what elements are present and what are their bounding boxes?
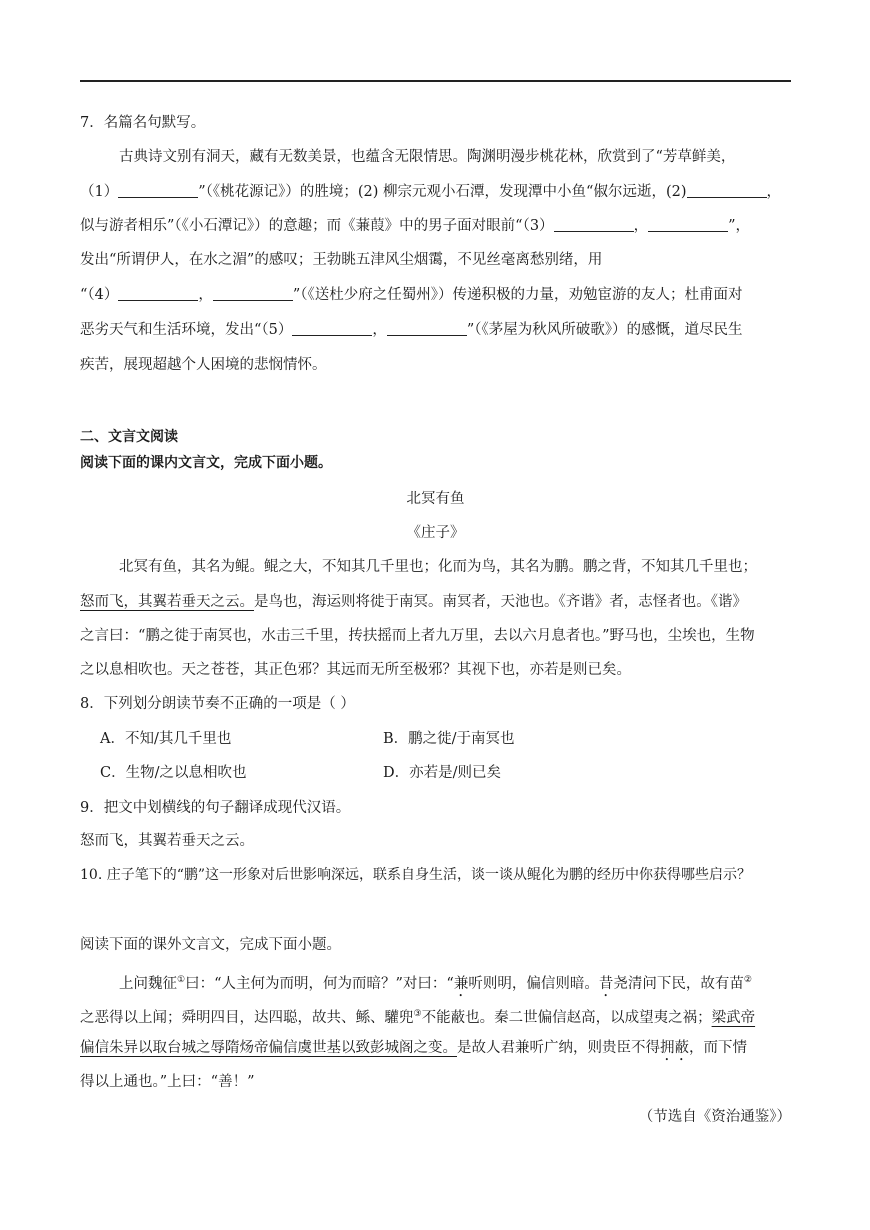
q7-para-line7: 疾苦，展现超越个人困境的悲悯情怀。 [80,357,327,373]
q7-para-line1: 古典诗文别有洞天，藏有无数美景，也蕴含无限情思。陶渊明漫步桃花林，欣赏到了“芳草鲜美， [119,149,736,165]
extra-line2: 之恶得以上闻；舜明四目，达四聪，故共、鲧、驩兜③不能蔽也。秦二世偏信赵高，以成望夷之祸；梁武帝 [80,1009,756,1026]
underlined-sentence-2: 偏信朱异以取台城之辱隋炀帝偏信虞世基以致彭城阁之变。 [80,1040,457,1056]
q8-stem: 8．下列划分朗读节奏不正确的一项是（ ） [80,696,355,712]
passage-line1: 北冥有鱼，其名为鲲。鲲之大，不知其几千里也；化而为鸟，其名为鹏。鹏之背，不知其几千里也； [119,559,757,575]
q7-para-line4: 发出“所谓伊人，在水之湄”的感叹；王勃眺五津风尘烟霭，不见丝毫离愁别绪，用 [80,252,603,268]
extra-instruction: 阅读下面的课外文言文，完成下面小题。 [80,937,341,953]
extra-line1: 上问魏征①曰：“人主何为而明，何为而暗？”对曰：“兼听则明，偏信则暗。昔尧清问下民，故有苗② [119,975,752,992]
q7-para-line2: （1） ”（《桃花源记》）的胜境；(2) 柳宗元观小石潭，发现潭中小鱼“俶尔远逝，(2) ， [80,184,781,200]
section-heading: 二、文言文阅读 [80,429,178,445]
underlined-sentence: 怒而飞，其翼若垂天之云。 [80,594,254,610]
answer-blank-5a[interactable] [292,321,372,336]
answer-blank-1[interactable] [118,183,198,198]
q7-para-line6: 恶劣天气和生活环境，发出“（5） ， ”（《茅屋为秋风所破歌》）的感慨，道尽民生 [80,322,743,338]
passage-line2: 怒而飞，其翼若垂天之云。是鸟也，海运则将徙于南冥。南冥者，天池也。《齐谐》者，志怪者也。《谐》 [80,594,747,610]
answer-blank-5b[interactable] [387,321,467,336]
q9-stem: 9．把文中划横线的句子翻译成现代汉语。 [80,800,351,816]
q8-option-a[interactable]: A．不知/其几千里也 [100,731,232,747]
answer-blank-3a[interactable] [554,217,634,232]
extra-line3: 偏信朱异以取台城之辱隋炀帝偏信虞世基以致彭城阁之变。是故人君兼听广纳，则贵臣不得拥蔽，而下情 [80,1040,747,1056]
passage-line3: 之言曰：“鹏之徙于南冥也，水击三千里，抟扶摇而上者九万里，去以六月息者也。”野马也，尘埃也，生物 [80,628,755,644]
answer-blank-3b[interactable] [648,217,728,232]
passage-line4: 之以息相吹也。天之苍苍，其正色邪？其远而无所至极邪？其视下也，亦若是则已矣。 [80,662,631,678]
extra-line4: 得以上通也。”上曰：“善！” [80,1074,255,1090]
dotted-char: 兼 [453,975,469,992]
q8-option-d[interactable]: D．亦若是/则已矣 [383,765,502,781]
header-rule [80,80,791,82]
q10-stem: 10. 庄子笔下的“鹏”这一形象对后世影响深远，联系自身生活，谈一谈从鲲化为鹏的经历中你获得哪些启示？ [80,867,752,883]
passage-author: 《庄子》 [406,525,465,541]
answer-blank-4b[interactable] [213,286,293,301]
dotted-char: 昔 [598,975,614,992]
q9-sentence: 怒而飞，其翼若垂天之云。 [80,833,254,849]
answer-blank-4a[interactable] [118,286,198,301]
q8-option-c[interactable]: C．生物/之以息相吹也 [100,765,247,781]
extra-source: （节选自《资治通鉴》） [638,1109,791,1125]
section-instruction: 阅读下面的课内文言文，完成下面小题。 [80,455,332,471]
q7-para-line5: “（4） ， ”（《送杜少府之任蜀州》）传递积极的力量，劝勉宦游的友人；杜甫面对 [80,287,743,303]
q8-option-b[interactable]: B．鹏之徙/于南冥也 [383,731,515,747]
q7-para-line3: 似与游者相乐”（《小石潭记》）的意趣；而《蒹葭》中的男子面对眼前“（3） ， ”， [80,218,750,234]
passage-title: 北冥有鱼 [406,491,465,507]
q7-title: 7．名篇名句默写。 [80,115,206,131]
answer-blank-2a[interactable] [687,183,767,198]
